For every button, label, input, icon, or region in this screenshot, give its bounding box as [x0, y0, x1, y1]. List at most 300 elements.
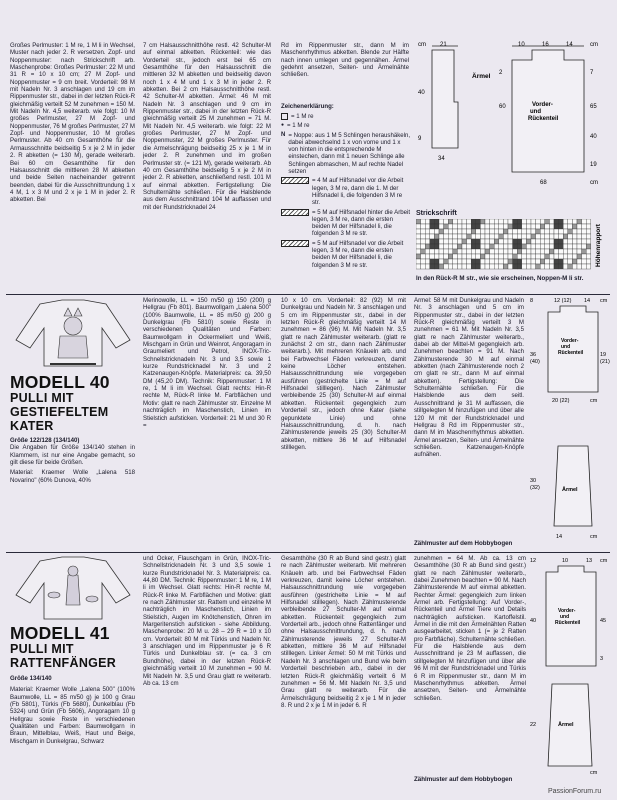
chart-cell [425, 244, 430, 249]
chart-cell [582, 264, 587, 269]
chart-cell [421, 224, 426, 229]
chart-cell [582, 229, 587, 234]
chart-cell [476, 224, 481, 229]
chart-cell [572, 244, 577, 249]
chart-cell [526, 234, 531, 239]
chart-cell [582, 244, 587, 249]
chart-cell [444, 264, 449, 269]
chart-cell [490, 259, 495, 264]
chart-cell [490, 219, 495, 224]
chart-cell [517, 264, 522, 269]
chart-cell [549, 229, 554, 234]
chart-cell [499, 219, 504, 224]
legend-row [281, 209, 411, 238]
chart-cell [457, 249, 462, 254]
chart-cell [563, 219, 568, 224]
chart-cell [467, 254, 472, 259]
chart-cell [563, 244, 568, 249]
dim-label: 2 [499, 70, 503, 76]
chart-cell [522, 259, 527, 264]
chart-cell [503, 239, 508, 244]
chart-cell [563, 254, 568, 259]
dim-label: 19 [600, 352, 607, 358]
legend-title: Zeichenerklärung: [281, 103, 334, 110]
chart-cell [536, 264, 541, 269]
dim-label: 34 [438, 156, 445, 162]
body-label: und [530, 109, 541, 115]
chart-cell [540, 254, 545, 259]
divider [6, 294, 610, 295]
chart-cell [444, 244, 449, 249]
chart-cell [457, 264, 462, 269]
chart-side-label: Höhenrapport [595, 224, 602, 267]
chart-cell [457, 224, 462, 229]
legend-text: = 1 M re [291, 113, 314, 120]
chart-cell [490, 244, 495, 249]
chart-cell [513, 239, 518, 244]
dim-label: cm [418, 42, 426, 48]
chart-cell [416, 229, 421, 234]
dim-label: 30 [530, 478, 537, 484]
chart-cell [531, 229, 536, 234]
chart-cell [453, 244, 458, 249]
chart-cell [457, 259, 462, 264]
chart-cell [476, 254, 481, 259]
dim-label: 20 (22) [552, 398, 570, 404]
chart-cell [522, 239, 527, 244]
section1-text-col1 [10, 42, 135, 298]
chart-cell [517, 239, 522, 244]
chart-cell [421, 239, 426, 244]
legend-text: = 5 M auf Hilfsnadel hinter die Arbeit legen, 3 M re, dann die ersten beiden M der Hilfsnadel li, die folgenden 3 M re str. [312, 208, 411, 238]
chart-cell [568, 254, 573, 259]
chart-cell [494, 244, 499, 249]
chart-cell [586, 244, 591, 249]
chart-cell [572, 234, 577, 239]
chart-cell [503, 249, 508, 254]
chart-cell [439, 264, 444, 269]
chart-cell [439, 254, 444, 259]
chart-cell [540, 234, 545, 239]
chart-cell [480, 254, 485, 259]
chart-cell [513, 219, 518, 224]
dim-label: (21) [600, 359, 610, 365]
dim-label: cm [590, 534, 598, 540]
chart-cell [526, 219, 531, 224]
modell40-subtitle-1: PULLI MIT [10, 391, 74, 405]
dim-label: 16 [542, 42, 549, 48]
chart-cell [549, 234, 554, 239]
chart-cell [586, 234, 591, 239]
chart-cell [453, 224, 458, 229]
chart-cell [572, 254, 577, 259]
chart-cell [582, 239, 587, 244]
body-label: Vorder- [561, 338, 579, 344]
chart-cell [577, 254, 582, 259]
chart-cell [439, 244, 444, 249]
chart-cell [480, 244, 485, 249]
chart-cell [444, 234, 449, 239]
chart-cell [513, 234, 518, 239]
chart-cell [540, 219, 545, 224]
chart-cell [499, 249, 504, 254]
dim-label: 13 [586, 558, 593, 564]
chart-cell [545, 244, 550, 249]
chart-cell [513, 254, 518, 259]
modell41-subtitle-2: RATTENFÄNGER [10, 656, 117, 670]
legend-row [281, 177, 411, 206]
chart-cell [540, 229, 545, 234]
chart-cell [572, 259, 577, 264]
chart-cell [416, 259, 421, 264]
dim-label: 10 [562, 558, 569, 564]
dim-label: cm [590, 180, 598, 186]
dim-label: 45 [600, 618, 607, 624]
chart-cell [526, 249, 531, 254]
chart-cell [467, 259, 472, 264]
modell41-text-col4 [414, 555, 526, 775]
chart-cell [554, 229, 559, 234]
chart-cell [522, 249, 527, 254]
chart-cell [485, 259, 490, 264]
chart-cell [457, 244, 462, 249]
chart-cell [462, 239, 467, 244]
chart-cell [467, 224, 472, 229]
dim-label: (32) [530, 485, 540, 491]
modell41-text-col2 [143, 555, 271, 798]
chart-cell [421, 229, 426, 234]
chart-cell [559, 219, 564, 224]
chart-cell [572, 219, 577, 224]
chart-cell [554, 234, 559, 239]
chart-cell [577, 224, 582, 229]
chart-cell [471, 229, 476, 234]
chart-cell [503, 254, 508, 259]
chart-cell [453, 239, 458, 244]
chart-cell [434, 219, 439, 224]
size-line: Größe 134/140 [10, 675, 52, 682]
chart-cell [471, 219, 476, 224]
chart-cell [549, 244, 554, 249]
modell41-text-col3 [281, 555, 406, 798]
cable5a-symbol-icon [281, 209, 309, 216]
chart-cell [526, 229, 531, 234]
chart-cell [471, 264, 476, 269]
schematic-diagram-section1 [414, 38, 614, 198]
chart-cell [577, 259, 582, 264]
chart-cell [462, 219, 467, 224]
chart-cell [499, 259, 504, 264]
dim-label: 14 [566, 42, 573, 48]
chart-cell [494, 234, 499, 239]
chart-cell [526, 244, 531, 249]
dim-label: cm [600, 298, 608, 304]
chart-caption: In den Rück-R M str., wie sie erscheinen, Noppen-M li str. [416, 275, 584, 282]
chart-cell [499, 224, 504, 229]
chart-cell [490, 229, 495, 234]
chart-cell [457, 234, 462, 239]
chart-cell [434, 254, 439, 259]
chart-cell [582, 224, 587, 229]
chart-cell [421, 249, 426, 254]
chart-cell [421, 264, 426, 269]
chart-cell [490, 234, 495, 239]
box-symbol-icon [281, 113, 288, 120]
dim-label: 21 [440, 42, 447, 48]
chart-cell [476, 264, 481, 269]
chart-cell [462, 224, 467, 229]
chart-cell [526, 254, 531, 259]
chart-cell [476, 259, 481, 264]
chart-cell [508, 229, 513, 234]
chart-cell [522, 229, 527, 234]
chart-cell [416, 239, 421, 244]
chart-cell [572, 224, 577, 229]
chart-cell [563, 239, 568, 244]
chart-cell [559, 229, 564, 234]
chart-cell [490, 254, 495, 259]
chart-cell [559, 239, 564, 244]
dim-label: cm [600, 558, 608, 564]
chart-cell [485, 224, 490, 229]
chart-cell [522, 244, 527, 249]
paragraph: 10 x 10 cm. Vorderteil: 82 (92) M mit Dunkelgrau und Nadeln Nr. 3 anschlagen und 5 cm im Rippenmuster str., dabei in der letzten Rück-R gleichmäßig verteilt 14 M zunehmen = 86 (96) M. Mit Nadeln Nr. 3,5 glatt re nach Zählmuster weiterarb. (glatt re zunächst 2 cm str., dann nach Zählmuster weiterarb.). Mit mehreren Knäueln arb. und bei Farbwechsel Fäden verkreuzen, damit keine Löcher entstehen. Halsausschnittrundung wie vorgegeben ausführen (gestrichelte Linie = M auf Hilfsnadel stilllegen). Nach Zählmuster verbleibende 25 (30) Schulter-M auf einmal abketten. Rückenteil: gegengleich zum Vorderteil str., jedoch ohne Kater (siehe gepunktete Linie) und ohne Halsausschnittrundung, d. h. nach Zählmusterende jeweils 25 (30) Schulter-M abketten, mittlere 36 M auf Hilfsnadel stilllegen. [281, 297, 406, 451]
modell41-intro [10, 675, 135, 798]
chart-cell [444, 229, 449, 234]
chart-cell [434, 224, 439, 229]
chart-cell [494, 264, 499, 269]
dim-label: 12 (12) [554, 298, 572, 304]
chart-cell [536, 219, 541, 224]
chart-cell [503, 234, 508, 239]
legend-row [281, 122, 411, 129]
chart-cell [490, 224, 495, 229]
body-label: und [560, 614, 570, 620]
chart-cell [444, 219, 449, 224]
divider [6, 552, 610, 553]
chart-cell [494, 249, 499, 254]
chart-cell [494, 224, 499, 229]
sleeve-label: Ärmel [472, 73, 491, 80]
modell40-text-col4 [414, 297, 524, 542]
chart-cell [476, 239, 481, 244]
paragraph: zunehmen = 64 M. Ab ca. 13 cm Gesamthöhe (30 R ab Bund sind gestr.) glatt re nach Zählmuster weiterarb., dabei Zunehmen beachten = 90 M. Nach Zählmusterende M auf einmal abketten. Rechter Ärmel: gegengleich zum linken Ärmel arb. Fertigstellung: Auf Vorder-, Rückenteil und Ärmel Tiere und Details nachträglich aufsticken. Kartoffelstil. Ärmel in die mit den Ärmelnähten Ratten ausgearbeitet, sticken 1 (= je 2 Ratten pro Farbfläche). Schulternähte schließen. Für die Halsblende aus dem Ausschnittrand je 23 M auffassen, die stillgelegten M hinzufügen und über alle 96 M mit der Rundstricknadel und Türkis 6 R im Rippenmuster str., dann M im Maschenrhythmus abketten. Ärmel ansetzen, Seiten- und Ärmelnähte schließen. [414, 555, 526, 702]
chart-cell [568, 249, 573, 254]
sleeve-label: Ärmel [558, 722, 574, 728]
cable5b-symbol-icon [281, 240, 309, 247]
chart-cell [549, 254, 554, 259]
chart-cell [467, 219, 472, 224]
paragraph: und Ocker, Flauschgarn in Grün, INOX-Tric-Schnellstricknadeln Nr. 3 und 3,5 sowie 1 kurze Rundstricknadel Nr. 3. Materialpreis: ca. 44,80 DM. Technik: Rippenmuster: 1 M re, 1 M li im Wechsel. Glatt rechts: Hin-R rechte M, Rück-R linke M. Farbflächen und Motive: glatt re nach Zählmuster str. Rattem und einzelne M nachträglich im Maschenstich, Linien im Stielstich, Augen im Knötchenstich, Ohren im Margeritenstich aufsticken - siehe Abbildung. Maschenprobe: 20 M u. 28 – 29 R = 10 x 10 cm. Vorderteil: 80 M mit Türkis und Nadeln Nr. 3 anschlagen und im Rippenmuster je 6 R Türkis und Dunkelblau str. (= ca. 3 cm Bundhöhe), dabei in der letzten Rück-R gleichmäßig verteilt 10 M zunehmen = 90 M. Mit Nadeln Nr. 3,5 und Grau glatt re weiterarb. Ab ca. 13 cm [143, 555, 271, 687]
chart-cell [485, 264, 490, 269]
chart-cell [485, 234, 490, 239]
chart-cell [444, 239, 449, 244]
chart-cell [439, 259, 444, 264]
paragraph: Material: Kraemer Wolle „Lalena 500" (100% Baumwolle, LL = 85 m/50 g) je 100 g Grau (Fb 5801), Türkis (Fb 5680), Dunkelblau (Fb 5324) und Grün (Fb 5606), Angoragarn 10 g Hellgrau sowie Reste in verschiedenen Qualitäten und Farben: Baumwollgarn in Braun, Mittelblau, Weiß, Haut und Beige, Mischgarn in Dunkelgrau, Schwarz [10, 686, 135, 745]
chart-cell [536, 244, 541, 249]
chart-cell [559, 264, 564, 269]
chart-cell [554, 264, 559, 269]
modell40-text-col2 [143, 297, 271, 552]
chart-cell [476, 219, 481, 224]
chart-cell [499, 229, 504, 234]
chart-cell [513, 249, 518, 254]
chart-cell [508, 239, 513, 244]
chart-cell [425, 259, 430, 264]
cable4-symbol-icon [281, 177, 309, 184]
chart-cell [586, 264, 591, 269]
chart-cell [582, 234, 587, 239]
modell40-heading: MODELL 40 [10, 372, 110, 392]
paragraph: 7 cm Halsausschnitthöhe restl. 42 Schulter-M auf einmal abketten. Rückenteil: wie das Vorderteil str., jedoch erst bei 65 cm Gesamthöhe für den Halsausschnitt die mittleren 32 M abketten und beidseitig davon noch 1 x 4 M und 1 x 3 M in jeder 2. R abketten. Bei 2 cm Halsausschnitthöhe restl. 42 Schulter-M abketten. Ärmel: 46 M mit Nadeln Nr. 3 anschlagen und 9 cm im Rippenmuster str., dabei in der letzten Rück-R gleichmäßig verteilt 25 M zunehmen = 71 M. Mit Nadeln Nr. 4,5 weiterarb. wie folgt: 22 M großes Perlmuster, 27 M Zopf- und Noppenmuster, 22 M großes Perlmuster. Für die Armelschrägung beidseitig 25 x je 1 M in jeder 2. R zunehmen und im großen Perlmuster str. (= 121 M), gerade weiterarb. Ab 40 cm Gesamthöhe beidseitig 5 x je 2 M in jeder 2. R abketten, anschließend restl. 101 M auf einmal abketten. Fertigstellung: Die Schulternähte schließen. Für die Halsblende aus dem Ausschnittrand 104 M auffassen und mit der Rundstricknadel 24 [143, 42, 271, 211]
chart-cell [503, 264, 508, 269]
chart-cell [444, 259, 449, 264]
chart-cell [416, 224, 421, 229]
chart-cell [499, 239, 504, 244]
chart-cell [457, 254, 462, 259]
chart-cell [430, 259, 435, 264]
chart-cell [549, 219, 554, 224]
chart-cell [531, 244, 536, 249]
chart-cell [448, 234, 453, 239]
chart-cell [503, 219, 508, 224]
chart-cell [586, 219, 591, 224]
dim-label: 10 [518, 42, 525, 48]
chart-cell [540, 249, 545, 254]
chart-cell [531, 234, 536, 239]
chart-cell [462, 259, 467, 264]
chart-cell [439, 229, 444, 234]
chart-cell [554, 239, 559, 244]
chart-cell [508, 264, 513, 269]
body-label: Rückenteil [528, 116, 559, 122]
chart-cell [545, 224, 550, 229]
chart-cell [508, 254, 513, 259]
chart-cell [457, 229, 462, 234]
chart-cell [453, 259, 458, 264]
chart-cell [517, 254, 522, 259]
body-label: Vorder- [532, 102, 553, 108]
chart-cell [508, 224, 513, 229]
chart-cell [508, 249, 513, 254]
chart-cell [480, 229, 485, 234]
dim-label: 3 [600, 656, 604, 662]
chart-cell [522, 234, 527, 239]
chart-cell [490, 239, 495, 244]
chart-cell [430, 244, 435, 249]
chart-cell [549, 264, 554, 269]
chart-cell [457, 239, 462, 244]
chart-cell [480, 249, 485, 254]
modell40-intro [10, 437, 135, 547]
chart-cell [457, 219, 462, 224]
chart-cell [421, 259, 426, 264]
dim-label: 19 [590, 162, 597, 168]
chart-cell [430, 224, 435, 229]
chart-cell [568, 229, 573, 234]
chart-cell [586, 239, 591, 244]
chart-cell [568, 224, 573, 229]
chart-cell [448, 244, 453, 249]
chart-cell [545, 249, 550, 254]
chart-cell [563, 249, 568, 254]
modell40-subtitle-2: GESTIEFELTEM [10, 405, 109, 419]
chart-cell [513, 229, 518, 234]
chart-cell [434, 259, 439, 264]
chart-cell [517, 259, 522, 264]
chart-cell [494, 254, 499, 259]
chart-cell [444, 224, 449, 229]
chart-cell [540, 239, 545, 244]
modell41-caption: Zählmuster auf dem Hobbybogen [414, 776, 513, 783]
chart-cell [462, 249, 467, 254]
chart-cell [549, 224, 554, 229]
chart-cell [572, 249, 577, 254]
chart-cell [476, 249, 481, 254]
dim-label: 60 [499, 104, 506, 110]
legend-row [281, 240, 411, 269]
chart-cell [467, 234, 472, 239]
section1-text-col2 [143, 42, 271, 298]
chart-cell [485, 249, 490, 254]
chart-cell [540, 259, 545, 264]
chart-cell [430, 249, 435, 254]
chart-cell [568, 234, 573, 239]
chart-cell [476, 234, 481, 239]
chart-cell [540, 264, 545, 269]
legend-text: = 4 M auf Hilfsnadel vor die Arbeit legen, 3 M re, dann die 1. M der Hilfsnadel li, die folgenden 3 M re str. [312, 177, 404, 207]
chart-cell [476, 244, 481, 249]
dim-label: 14 [584, 298, 591, 304]
chart-cell [554, 244, 559, 249]
chart-cell [453, 234, 458, 239]
chart-cell [416, 219, 421, 224]
dot-symbol-icon: ● [281, 122, 285, 129]
chart-cell [480, 239, 485, 244]
chart-cell [434, 249, 439, 254]
chart-cell [425, 249, 430, 254]
chart-cell [425, 229, 430, 234]
chart-cell [421, 244, 426, 249]
paragraph: Großes Perlmuster: 1 M re, 1 M li in Wechsel, Muster nach jeder 2. R versetzen. Zopf- und Noppenmuster: nach Strickschrift arb. Maschenprobe: Großes Perlmuster: 22 M und 31 R = 10 x 10 cm; 27 M Zopf- und Noppenmuster = 9 cm breit. Vorderteil: 98 M mit Nadeln Nr. 3 anschlagen und 19 cm im Rippenmuster str., dabei in der letzten Rück-R gleichmäßig verteilt 52 M zunehmen = 150 M. Mit Nadeln Nr. 4,5 weiterarb. wie folgt: 10 M großes Perlmuster, 27 M Zopf- und Noppenmuster, 76 M großes Perlmuster, 27 M Zopf- und Noppenmuster, 10 M großes Perlmuster. Ab 40 cm Gesamthöhe für die Armausschnitte beidseitig 5 x je 2 M in jeder 2. R abketten (= 130 M), gerade weiterarb. Bei 60 cm Gesamthöhe für den Halsausschnitt die mittleren 28 M abketten und beide Seiten nacheinander getrennt beenden, dabei für die Ausschnittrundung 1 x 4 M, 1 x 3 M und 2 x je 1 M in jeder 2. R abketten. Bei [10, 42, 135, 204]
paragraph: Gesamthöhe (30 R ab Bund sind gestr.) glatt re nach Zählmuster weiterarb. Mit mehreren Knäueln arb. und bei Farbwechsel Fäden verkreuzen, damit keine Löcher entstehen. Halsausschnittrundung wie vorgegeben ausführen (gestrichelte Linie = M auf Hilfsnadel stilllegen). Nach Zählmusterende verbleibende 27 Schulter-M auf einmal abketten. Rückenteil: gegengleich zum Vorderteil arb., jedoch ohne Rattenfänger und ohne Halsausschnittrundung, d. h. nach Zählmusterende jeweils 27 Schulter-M abketten, mittlere 36 M auf Hilfsnadel stilllegen. Linker Ärmel: 50 M mit Türkis und Nadeln Nr. 3 anschlagen und Bund wie beim Vorderteil beschrieben arb., dabei in der letzten Rück-R gleichmäßig verteilt 6 M zunehmen = 56 M. Mit Nadeln Nr. 3,5 und Grau glatt re weiterarb. Für die Ärmelschrägung beidseitig 2 x je 1 M in jeder 8. R und 2 x je 1 M in jeder 6. R [281, 555, 406, 709]
chart-cell [485, 254, 490, 259]
modell41-heading: MODELL 41 [10, 623, 110, 643]
chart-cell [448, 219, 453, 224]
dim-label: 14 [556, 534, 563, 540]
chart-cell [536, 249, 541, 254]
chart-cell [471, 259, 476, 264]
dim-label: 65 [590, 104, 597, 110]
chart-cell [531, 264, 536, 269]
sleeve-label: Ärmel [562, 487, 578, 493]
legend-text: = Noppe: aus 1 M 5 Schlingen heraushäkeln, dabei abwechselnd 1 x von vorne und 1 x von hinten in die entsprechende M einstechen, dann mit 1 neuen Schlinge alle Schlingen abmaschen, M auf rechte Nadel setzen [288, 131, 411, 176]
chart-cell [540, 244, 545, 249]
size-line: Größe 122/128 (134/140) [10, 437, 80, 444]
chart-cell [480, 219, 485, 224]
chart-cell [522, 224, 527, 229]
paragraph: Rd im Rippenmuster str., dann M im Maschenrhythmus abketten. Blende zur Hälfte nach innen umlegen und gegennähen. Ärmel gedehnt ansetzen, Seiten- und Ärmelnähte schließen. [281, 42, 409, 79]
chart-cell [508, 219, 513, 224]
chart-cell [416, 264, 421, 269]
legend-row [281, 113, 411, 120]
chart-cell [522, 264, 527, 269]
chart-cell [536, 224, 541, 229]
chart-cell [499, 264, 504, 269]
modell41-schematic [528, 556, 612, 776]
chart-cell [462, 234, 467, 239]
chart-cell [526, 239, 531, 244]
